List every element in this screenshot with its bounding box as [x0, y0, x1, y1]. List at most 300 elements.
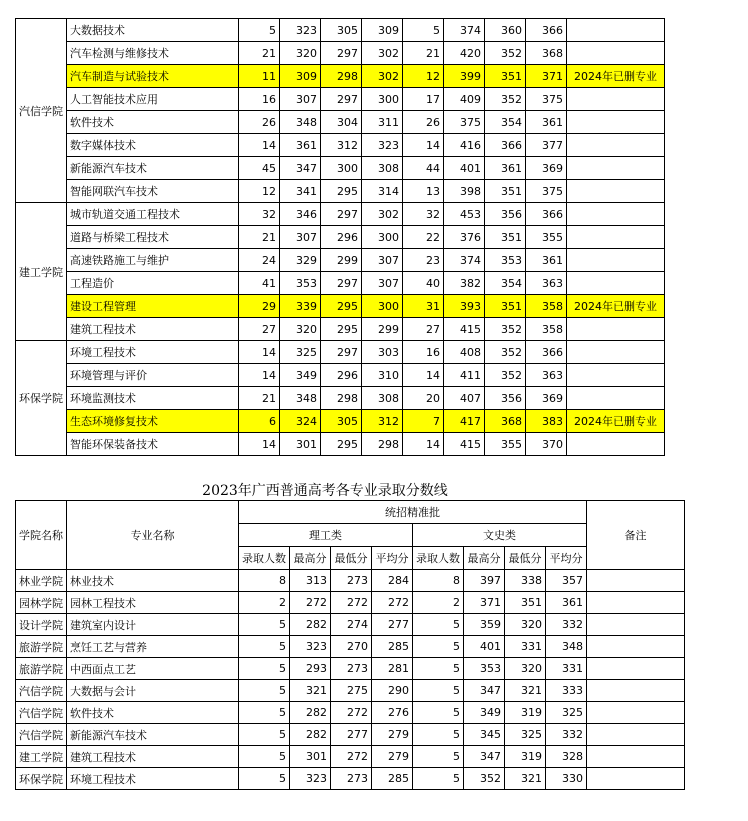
value-cell: 285 — [372, 768, 413, 790]
value-cell: 307 — [280, 88, 321, 111]
value-cell: 5 — [239, 724, 290, 746]
note-cell: 2024年已删专业 — [567, 410, 665, 433]
value-cell: 5 — [413, 658, 464, 680]
value-cell: 282 — [290, 702, 331, 724]
value-cell: 282 — [290, 724, 331, 746]
note-cell — [587, 724, 685, 746]
header-sub: 平均分 — [372, 547, 413, 570]
value-cell: 352 — [485, 341, 526, 364]
table-row — [16, 364, 665, 387]
college-cell: 林业学院 — [16, 570, 67, 592]
value-cell: 352 — [485, 42, 526, 65]
note-cell — [567, 180, 665, 203]
major-cell: 新能源汽车技术 — [67, 724, 239, 746]
value-cell: 295 — [321, 295, 362, 318]
value-cell: 307 — [362, 249, 403, 272]
value-cell: 375 — [526, 180, 567, 203]
value-cell: 5 — [239, 636, 290, 658]
value-cell: 298 — [321, 387, 362, 410]
value-cell: 5 — [413, 680, 464, 702]
value-cell: 298 — [321, 65, 362, 88]
value-cell: 301 — [290, 746, 331, 768]
value-cell: 352 — [485, 364, 526, 387]
major-cell: 软件技术 — [67, 702, 239, 724]
table-row — [16, 226, 665, 249]
value-cell: 363 — [526, 364, 567, 387]
value-cell: 302 — [362, 65, 403, 88]
value-cell: 301 — [280, 433, 321, 456]
value-cell: 409 — [444, 88, 485, 111]
value-cell: 17 — [403, 88, 444, 111]
value-cell: 295 — [321, 433, 362, 456]
note-cell — [567, 111, 665, 134]
value-cell: 272 — [372, 592, 413, 614]
value-cell: 351 — [485, 180, 526, 203]
value-cell: 285 — [372, 636, 413, 658]
value-cell: 420 — [444, 42, 485, 65]
value-cell: 20 — [403, 387, 444, 410]
college-cell: 建工学院 — [16, 746, 67, 768]
table-row — [16, 318, 665, 341]
header-sub: 录取人数 — [239, 547, 290, 570]
value-cell: 356 — [485, 203, 526, 226]
value-cell: 5 — [239, 746, 290, 768]
admission-table-top — [15, 18, 665, 456]
value-cell: 297 — [321, 341, 362, 364]
table-row — [16, 157, 665, 180]
value-cell: 313 — [290, 570, 331, 592]
value-cell: 21 — [239, 387, 280, 410]
value-cell: 338 — [505, 570, 546, 592]
value-cell: 358 — [526, 295, 567, 318]
admission-table-2023 — [15, 500, 685, 790]
major-cell: 环境监测技术 — [67, 387, 239, 410]
value-cell: 328 — [546, 746, 587, 768]
value-cell: 401 — [464, 636, 505, 658]
major-cell: 智能网联汽车技术 — [67, 180, 239, 203]
value-cell: 357 — [546, 570, 587, 592]
value-cell: 297 — [321, 42, 362, 65]
value-cell: 331 — [505, 636, 546, 658]
value-cell: 295 — [321, 318, 362, 341]
table-row — [16, 768, 685, 790]
value-cell: 320 — [280, 318, 321, 341]
value-cell: 293 — [290, 658, 331, 680]
value-cell: 320 — [505, 614, 546, 636]
value-cell: 375 — [526, 88, 567, 111]
table-row — [16, 433, 665, 456]
college-cell: 汽信学院 — [16, 680, 67, 702]
major-cell: 大数据与会计 — [67, 680, 239, 702]
value-cell: 332 — [546, 614, 587, 636]
value-cell: 416 — [444, 134, 485, 157]
value-cell: 371 — [526, 65, 567, 88]
value-cell: 16 — [403, 341, 444, 364]
value-cell: 347 — [464, 746, 505, 768]
value-cell: 29 — [239, 295, 280, 318]
major-cell: 高速铁路施工与维护 — [67, 249, 239, 272]
note-cell — [587, 658, 685, 680]
major-cell: 道路与桥梁工程技术 — [67, 226, 239, 249]
value-cell: 14 — [239, 433, 280, 456]
header-sub: 最高分 — [464, 547, 505, 570]
value-cell: 354 — [485, 111, 526, 134]
major-cell: 环境工程技术 — [67, 768, 239, 790]
value-cell: 360 — [485, 19, 526, 42]
value-cell: 329 — [280, 249, 321, 272]
value-cell: 348 — [280, 111, 321, 134]
value-cell: 309 — [280, 65, 321, 88]
value-cell: 349 — [464, 702, 505, 724]
value-cell: 279 — [372, 724, 413, 746]
value-cell: 12 — [403, 65, 444, 88]
value-cell: 330 — [546, 768, 587, 790]
value-cell: 347 — [464, 680, 505, 702]
value-cell: 6 — [239, 410, 280, 433]
major-cell: 园林工程技术 — [67, 592, 239, 614]
value-cell: 300 — [362, 88, 403, 111]
note-cell — [587, 768, 685, 790]
value-cell: 308 — [362, 387, 403, 410]
table-row — [16, 614, 685, 636]
value-cell: 321 — [505, 768, 546, 790]
value-cell: 376 — [444, 226, 485, 249]
value-cell: 300 — [362, 226, 403, 249]
value-cell: 374 — [444, 249, 485, 272]
value-cell: 32 — [239, 203, 280, 226]
value-cell: 297 — [321, 203, 362, 226]
table-title: 2023年广西普通高考各专业录取分数线 — [202, 483, 448, 499]
value-cell: 284 — [372, 570, 413, 592]
table-row — [16, 680, 685, 702]
value-cell: 323 — [362, 134, 403, 157]
major-cell: 建筑工程技术 — [67, 318, 239, 341]
value-cell: 281 — [372, 658, 413, 680]
value-cell: 305 — [321, 410, 362, 433]
college-cell: 汽信学院 — [16, 724, 67, 746]
value-cell: 2 — [413, 592, 464, 614]
value-cell: 5 — [413, 768, 464, 790]
note-cell — [567, 318, 665, 341]
table-row — [16, 636, 685, 658]
value-cell: 353 — [280, 272, 321, 295]
major-cell: 环境管理与评价 — [67, 364, 239, 387]
table-row — [16, 134, 665, 157]
table-row — [16, 88, 665, 111]
value-cell: 296 — [321, 226, 362, 249]
value-cell: 298 — [362, 433, 403, 456]
note-cell — [567, 19, 665, 42]
value-cell: 304 — [321, 111, 362, 134]
note-cell — [567, 249, 665, 272]
value-cell: 382 — [444, 272, 485, 295]
table-row — [16, 592, 685, 614]
value-cell: 295 — [321, 180, 362, 203]
value-cell: 351 — [485, 65, 526, 88]
note-cell — [567, 42, 665, 65]
table-row — [16, 249, 665, 272]
value-cell: 415 — [444, 318, 485, 341]
note-cell — [567, 157, 665, 180]
value-cell: 5 — [239, 658, 290, 680]
value-cell: 353 — [485, 249, 526, 272]
value-cell: 302 — [362, 203, 403, 226]
value-cell: 371 — [464, 592, 505, 614]
note-cell — [587, 570, 685, 592]
value-cell: 346 — [280, 203, 321, 226]
value-cell: 5 — [413, 636, 464, 658]
major-cell: 建筑工程技术 — [67, 746, 239, 768]
value-cell: 408 — [444, 341, 485, 364]
major-cell: 智能环保装备技术 — [67, 433, 239, 456]
value-cell: 453 — [444, 203, 485, 226]
value-cell: 2 — [239, 592, 290, 614]
value-cell: 8 — [413, 570, 464, 592]
value-cell: 320 — [505, 658, 546, 680]
table-row — [16, 570, 685, 592]
major-cell: 软件技术 — [67, 111, 239, 134]
value-cell: 5 — [239, 19, 280, 42]
value-cell: 370 — [526, 433, 567, 456]
table-row — [16, 111, 665, 134]
header-batch: 统招精准批 — [239, 501, 587, 524]
value-cell: 21 — [239, 42, 280, 65]
value-cell: 345 — [464, 724, 505, 746]
value-cell: 276 — [372, 702, 413, 724]
college-cell: 汽信学院 — [16, 702, 67, 724]
value-cell: 41 — [239, 272, 280, 295]
major-cell: 环境工程技术 — [67, 341, 239, 364]
value-cell: 348 — [546, 636, 587, 658]
value-cell: 32 — [403, 203, 444, 226]
value-cell: 26 — [239, 111, 280, 134]
value-cell: 26 — [403, 111, 444, 134]
note-cell: 2024年已删专业 — [567, 65, 665, 88]
value-cell: 352 — [485, 88, 526, 111]
value-cell: 312 — [321, 134, 362, 157]
value-cell: 5 — [413, 614, 464, 636]
value-cell: 356 — [485, 387, 526, 410]
value-cell: 273 — [331, 658, 372, 680]
header-major: 专业名称 — [67, 501, 239, 570]
value-cell: 323 — [290, 636, 331, 658]
value-cell: 21 — [403, 42, 444, 65]
value-cell: 11 — [239, 65, 280, 88]
value-cell: 366 — [526, 203, 567, 226]
value-cell: 40 — [403, 272, 444, 295]
value-cell: 297 — [321, 88, 362, 111]
note-cell — [587, 614, 685, 636]
value-cell: 279 — [372, 746, 413, 768]
college-cell: 园林学院 — [16, 592, 67, 614]
value-cell: 297 — [321, 272, 362, 295]
value-cell: 5 — [413, 746, 464, 768]
value-cell: 324 — [280, 410, 321, 433]
value-cell: 333 — [546, 680, 587, 702]
college-cell: 汽信学院 — [16, 19, 67, 203]
value-cell: 361 — [526, 111, 567, 134]
table-row — [16, 410, 665, 433]
value-cell: 349 — [280, 364, 321, 387]
note-cell: 2024年已删专业 — [567, 295, 665, 318]
value-cell: 352 — [464, 768, 505, 790]
note-cell — [587, 592, 685, 614]
note-cell — [567, 226, 665, 249]
header-note: 备注 — [587, 501, 685, 570]
value-cell: 299 — [321, 249, 362, 272]
value-cell: 347 — [280, 157, 321, 180]
header-row-1 — [16, 501, 685, 524]
value-cell: 366 — [485, 134, 526, 157]
header-sub: 最高分 — [290, 547, 331, 570]
note-cell — [567, 433, 665, 456]
note-cell — [567, 203, 665, 226]
value-cell: 368 — [485, 410, 526, 433]
table-row — [16, 341, 665, 364]
note-cell — [587, 702, 685, 724]
value-cell: 320 — [280, 42, 321, 65]
value-cell: 273 — [331, 768, 372, 790]
value-cell: 401 — [444, 157, 485, 180]
value-cell: 307 — [362, 272, 403, 295]
value-cell: 21 — [239, 226, 280, 249]
value-cell: 5 — [413, 724, 464, 746]
value-cell: 305 — [321, 19, 362, 42]
value-cell: 45 — [239, 157, 280, 180]
value-cell: 24 — [239, 249, 280, 272]
value-cell: 351 — [485, 226, 526, 249]
value-cell: 303 — [362, 341, 403, 364]
value-cell: 323 — [290, 768, 331, 790]
header-sub: 最低分 — [331, 547, 372, 570]
value-cell: 300 — [362, 295, 403, 318]
value-cell: 272 — [331, 746, 372, 768]
value-cell: 359 — [464, 614, 505, 636]
major-cell: 大数据技术 — [67, 19, 239, 42]
major-cell: 烹饪工艺与营养 — [67, 636, 239, 658]
major-cell: 建筑室内设计 — [67, 614, 239, 636]
value-cell: 275 — [331, 680, 372, 702]
value-cell: 5 — [403, 19, 444, 42]
header-sub: 平均分 — [546, 547, 587, 570]
value-cell: 282 — [290, 614, 331, 636]
value-cell: 14 — [239, 134, 280, 157]
college-cell: 旅游学院 — [16, 636, 67, 658]
value-cell: 383 — [526, 410, 567, 433]
major-cell: 生态环境修复技术 — [67, 410, 239, 433]
table-row — [16, 746, 685, 768]
value-cell: 417 — [444, 410, 485, 433]
table-row — [16, 272, 665, 295]
college-cell: 建工学院 — [16, 203, 67, 341]
value-cell: 374 — [444, 19, 485, 42]
value-cell: 7 — [403, 410, 444, 433]
value-cell: 341 — [280, 180, 321, 203]
value-cell: 325 — [505, 724, 546, 746]
note-cell — [567, 341, 665, 364]
value-cell: 31 — [403, 295, 444, 318]
value-cell: 312 — [362, 410, 403, 433]
value-cell: 5 — [413, 702, 464, 724]
header-sub: 录取人数 — [413, 547, 464, 570]
value-cell: 277 — [331, 724, 372, 746]
value-cell: 310 — [362, 364, 403, 387]
value-cell: 296 — [321, 364, 362, 387]
college-cell: 旅游学院 — [16, 658, 67, 680]
value-cell: 5 — [239, 768, 290, 790]
table-row — [16, 658, 685, 680]
value-cell: 399 — [444, 65, 485, 88]
value-cell: 411 — [444, 364, 485, 387]
value-cell: 12 — [239, 180, 280, 203]
value-cell: 273 — [331, 570, 372, 592]
value-cell: 377 — [526, 134, 567, 157]
value-cell: 27 — [239, 318, 280, 341]
table-row — [16, 295, 665, 318]
value-cell: 331 — [546, 658, 587, 680]
value-cell: 274 — [331, 614, 372, 636]
value-cell: 369 — [526, 157, 567, 180]
value-cell: 13 — [403, 180, 444, 203]
major-cell: 城市轨道交通工程技术 — [67, 203, 239, 226]
value-cell: 14 — [239, 364, 280, 387]
value-cell: 375 — [444, 111, 485, 134]
table-row — [16, 203, 665, 226]
major-cell: 建设工程管理 — [67, 295, 239, 318]
value-cell: 14 — [403, 364, 444, 387]
value-cell: 361 — [280, 134, 321, 157]
major-cell: 汽车检测与维修技术 — [67, 42, 239, 65]
value-cell: 14 — [239, 341, 280, 364]
major-cell: 工程造价 — [67, 272, 239, 295]
value-cell: 398 — [444, 180, 485, 203]
value-cell: 352 — [485, 318, 526, 341]
value-cell: 272 — [290, 592, 331, 614]
value-cell: 22 — [403, 226, 444, 249]
value-cell: 369 — [526, 387, 567, 410]
note-cell — [567, 134, 665, 157]
value-cell: 5 — [239, 614, 290, 636]
value-cell: 270 — [331, 636, 372, 658]
major-cell: 数字媒体技术 — [67, 134, 239, 157]
note-cell — [587, 636, 685, 658]
value-cell: 272 — [331, 702, 372, 724]
table-row — [16, 65, 665, 88]
major-cell: 人工智能技术应用 — [67, 88, 239, 111]
value-cell: 407 — [444, 387, 485, 410]
value-cell: 319 — [505, 702, 546, 724]
value-cell: 393 — [444, 295, 485, 318]
value-cell: 366 — [526, 341, 567, 364]
value-cell: 415 — [444, 433, 485, 456]
value-cell: 353 — [464, 658, 505, 680]
college-cell: 设计学院 — [16, 614, 67, 636]
note-cell — [567, 88, 665, 111]
note-cell — [567, 364, 665, 387]
value-cell: 348 — [280, 387, 321, 410]
value-cell: 319 — [505, 746, 546, 768]
value-cell: 5 — [239, 702, 290, 724]
value-cell: 397 — [464, 570, 505, 592]
table-row — [16, 42, 665, 65]
value-cell: 308 — [362, 157, 403, 180]
table-row — [16, 387, 665, 410]
note-cell — [567, 387, 665, 410]
value-cell: 272 — [331, 592, 372, 614]
header-arts: 文史类 — [413, 524, 587, 547]
value-cell: 311 — [362, 111, 403, 134]
value-cell: 332 — [546, 724, 587, 746]
